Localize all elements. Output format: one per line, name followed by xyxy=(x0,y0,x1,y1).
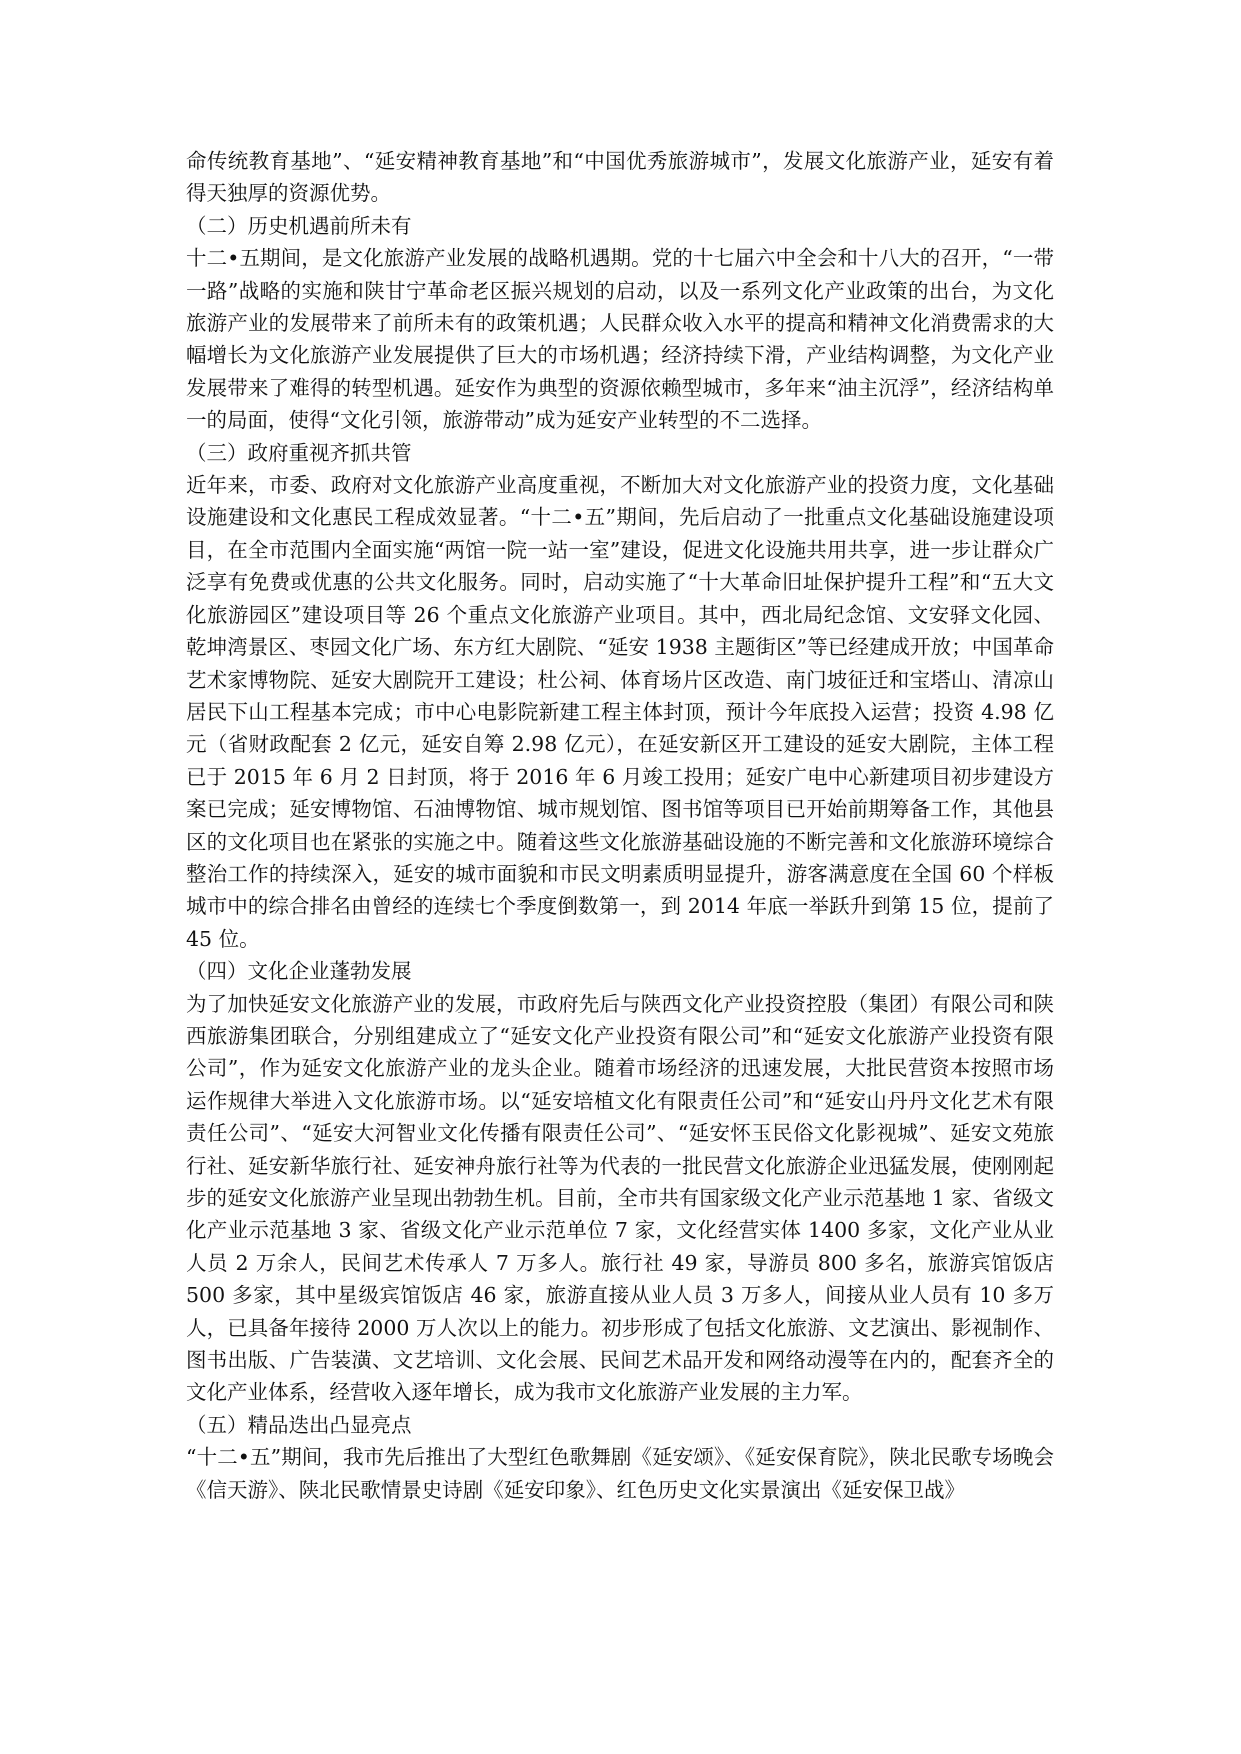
paragraph-section-3: 近年来，市委、政府对文化旅游产业高度重视，不断加大对文化旅游产业的投资力度，文化基础设施建设和文化惠民工程成效显著。“十二•五”期间，先后启动了一批重点文化基础设施建设项目，在全市范围内全面实施“两馆一院一站一室”建设，促进文化设施共用共享，进一步让群众广泛享有免费或优惠的公共文化服务。同时，启动实施了“十大革命旧址保护提升工程”和“五大文化旅游园区”建设项目等 26 个重点文化旅游产业项目。其中，西北局纪念馆、文安驿文化园、乾坤湾景区、枣园文化广场、东方红大剧院、“延安 1938 主题街区”等已经建成开放；中国革命艺术家博物院、延安大剧院开工建设；杜公祠、体育场片区改造、南门坡征迁和宝塔山、清凉山居民下山工程基本完成；市中心电影院新建工程主体封顶，预计今年底投入运营；投资 4.98 亿元（省财政配套 2 亿元，延安自筹 2.98 亿元），在延安新区开工建设的延安大剧院，主体工程已于 2015 年 6 月 2 日封顶，将于 2016 年 6 月竣工投用；延安广电中心新建项目初步建设方案已完成；延安博物馆、石油博物馆、城市规划馆、图书馆等项目已开始前期筹备工作，其他县区的文化项目也在紧张的实施之中。随着这些文化旅游基础设施的不断完善和文化旅游环境综合整治工作的持续深入，延安的城市面貌和市民文明素质明显提升，游客满意度在全国 60 个样板城市中的综合排名由曾经的连续七个季度倒数第一，到 2014 年底一举跃升到第 15 位，提前了 45 位。 xyxy=(186,473,1054,951)
section-heading-4: （四）文化企业蓬勃发展 xyxy=(186,959,412,984)
section-heading-2: （二）历史机遇前所未有 xyxy=(186,213,412,238)
document-body xyxy=(186,145,1054,1506)
section-heading-5: （五）精品迭出凸显亮点 xyxy=(186,1412,412,1437)
paragraph-section-2: 十二•五期间，是文化旅游产业发展的战略机遇期。党的十七届六中全会和十八大的召开，“一带一路”战略的实施和陕甘宁革命老区振兴规划的启动，以及一系列文化产业政策的出台，为文化旅游产业的发展带来了前所未有的政策机遇；人民群众收入水平的提高和精神文化消费需求的大幅增长为文化旅游产业发展提供了巨大的市场机遇；经济持续下滑，产业结构调整，为文化产业发展带来了难得的转型机遇。延安作为典型的资源依赖型城市，多年来“油主沉浮”，经济结构单一的局面，使得“文化引领，旅游带动”成为延安产业转型的不二选择。 xyxy=(186,246,1054,433)
paragraph-section-5: “十二•五”期间，我市先后推出了大型红色歌舞剧《延安颂》、《延安保育院》，陕北民歌专场晚会《信天游》、陕北民歌情景史诗剧《延安印象》、红色历史文化实景演出《延安保卫战》 xyxy=(186,1445,1054,1502)
paragraph-section-4: 为了加快延安文化旅游产业的发展，市政府先后与陕西文化产业投资控股（集团）有限公司和陕西旅游集团联合，分别组建成立了“延安文化产业投资有限公司”和“延安文化旅游产业投资有限公司”，作为延安文化旅游产业的龙头企业。随着市场经济的迅速发展，大批民营资本按照市场运作规律大举进入文化旅游市场。以“延安培植文化有限责任公司”和“延安山丹丹文化艺术有限责任公司”、“延安大河智业文化传播有限责任公司”、“延安怀玉民俗文化影视城”、延安文苑旅行社、延安新华旅行社、延安神舟旅行社等为代表的一批民营文化旅游企业迅猛发展，使刚刚起步的延安文化旅游产业呈现出勃勃生机。目前，全市共有国家级文化产业示范基地 1 家、省级文化产业示范基地 3 家、省级文化产业示范单位 7 家，文化经营实体 1400 多家，文化产业从业人员 2 万余人，民间艺术传承人 7 万多人。旅行社 49 家，导游员 800 多名，旅游宾馆饭店 500 多家，其中星级宾馆饭店 46 家，旅游直接从业人员 3 万多人，间接从业人员有 10 多万人，已具备年接待 2000 万人次以上的能力。初步形成了包括文化旅游、文艺演出、影视制作、图书出版、广告装潢、文艺培训、文化会展、民间艺术品开发和网络动漫等在内的，配套齐全的文化产业体系，经营收入逐年增长，成为我市文化旅游产业发展的主力军。 xyxy=(186,991,1054,1405)
paragraph-intro-continued: 命传统教育基地”、“延安精神教育基地”和“中国优秀旅游城市”，发展文化旅游产业，延安有着得天独厚的资源优势。 xyxy=(186,149,1054,206)
section-heading-3: （三）政府重视齐抓共管 xyxy=(186,440,412,465)
